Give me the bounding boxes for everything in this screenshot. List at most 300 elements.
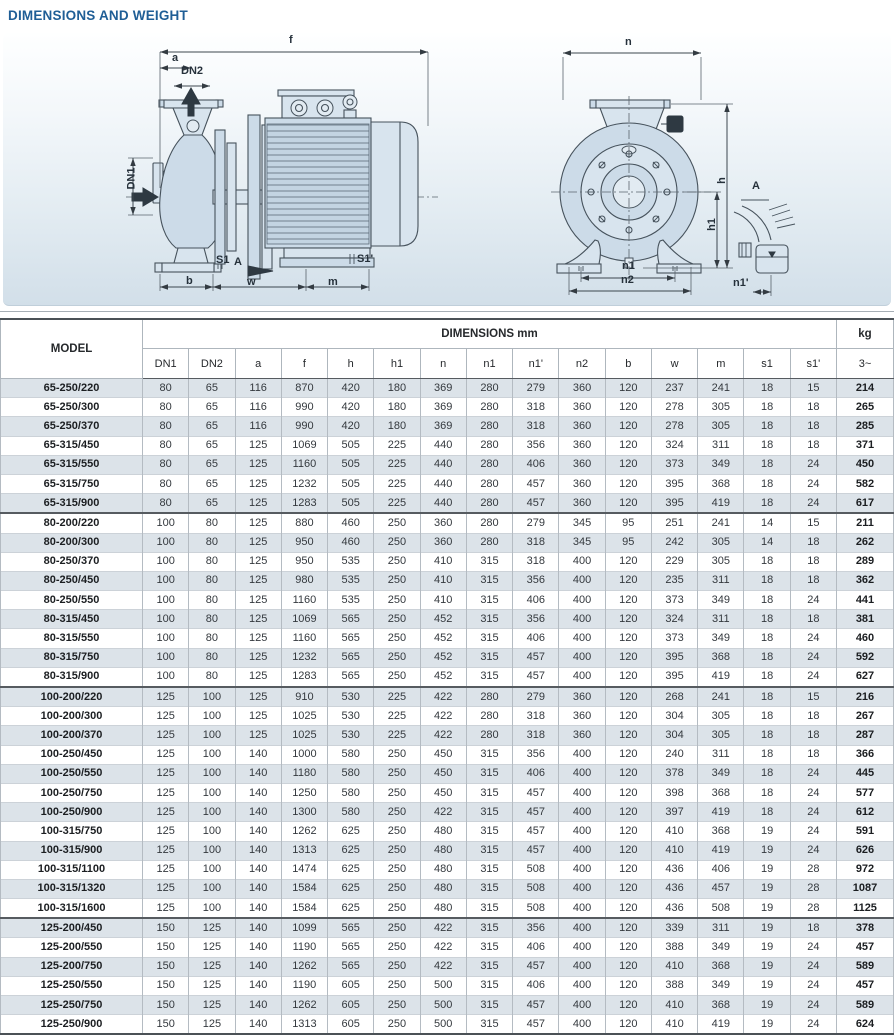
- dim-cell: 80: [143, 474, 189, 493]
- dim-cell: 28: [790, 860, 836, 879]
- dim-cell: 400: [559, 976, 605, 995]
- dim-cell: 18: [744, 764, 790, 783]
- dim-cell: 100: [143, 552, 189, 571]
- dim-cell: 315: [466, 629, 512, 648]
- dim-cell: 80: [189, 591, 235, 610]
- dim-cell: 125: [235, 707, 281, 726]
- dim-cell: 505: [328, 494, 374, 514]
- kg-cell: 262: [837, 533, 894, 552]
- dim-cell: 250: [374, 513, 420, 533]
- dim-cell: 400: [559, 591, 605, 610]
- dim-cell: 1262: [281, 996, 327, 1015]
- dim-cell: 356: [513, 610, 559, 629]
- dim-cell: 422: [420, 726, 466, 745]
- dim-cell: 419: [698, 494, 744, 514]
- kg-cell: 612: [837, 803, 894, 822]
- dim-cell: 140: [235, 996, 281, 1015]
- table-row: [1, 803, 894, 822]
- dim-cell: 565: [328, 957, 374, 976]
- dim-cell: 505: [328, 455, 374, 474]
- dim-cell: 24: [790, 938, 836, 957]
- dim-cell: 268: [651, 687, 697, 707]
- table-row: [1, 455, 894, 474]
- dim-cell: 1160: [281, 455, 327, 474]
- dim-cell: 19: [744, 976, 790, 995]
- dim-cell: 400: [559, 571, 605, 590]
- dim-cell: 95: [605, 513, 651, 533]
- dim-cell: 120: [605, 398, 651, 417]
- kg-cell: 445: [837, 764, 894, 783]
- dim-label-n1: n1: [622, 260, 635, 272]
- table-row: [1, 764, 894, 783]
- dim-cell: 406: [513, 591, 559, 610]
- model-cell: 125-250/900: [1, 1015, 143, 1035]
- dim-cell: 400: [559, 803, 605, 822]
- dim-cell: 15: [790, 513, 836, 533]
- dim-cell: 315: [466, 783, 512, 802]
- dim-cell: 530: [328, 707, 374, 726]
- dim-cell: 406: [513, 629, 559, 648]
- dim-cell: 457: [513, 648, 559, 667]
- dim-cell: 250: [374, 552, 420, 571]
- dim-cell: 400: [559, 552, 605, 571]
- dim-cell: 324: [651, 610, 697, 629]
- dim-col-header: m: [698, 349, 744, 379]
- dim-cell: 278: [651, 417, 697, 436]
- dim-cell: 356: [513, 918, 559, 938]
- dim-cell: 360: [559, 474, 605, 493]
- dim-cell: 120: [605, 455, 651, 474]
- dim-cell: 18: [790, 726, 836, 745]
- dim-cell: 140: [235, 957, 281, 976]
- model-cell: 80-315/750: [1, 648, 143, 667]
- dim-col-header: DN2: [189, 349, 235, 379]
- model-cell: 80-200/220: [1, 513, 143, 533]
- dim-cell: 410: [420, 591, 466, 610]
- dim-cell: 18: [790, 610, 836, 629]
- pump-front-view-drawing: [543, 38, 853, 293]
- dim-cell: 140: [235, 745, 281, 764]
- dim-cell: 65: [189, 379, 235, 398]
- dim-cell: 120: [605, 918, 651, 938]
- kg-cell: 972: [837, 860, 894, 879]
- dim-cell: 120: [605, 938, 651, 957]
- dim-cell: 605: [328, 1015, 374, 1035]
- dim-cell: 225: [374, 436, 420, 455]
- dim-cell: 1232: [281, 648, 327, 667]
- dim-cell: 1025: [281, 707, 327, 726]
- dim-cell: 1300: [281, 803, 327, 822]
- dim-col-header: f: [281, 349, 327, 379]
- kg-cell: 211: [837, 513, 894, 533]
- model-cell: 100-250/450: [1, 745, 143, 764]
- dim-cell: 460: [328, 533, 374, 552]
- dim-cell: 100: [143, 513, 189, 533]
- table-row: [1, 667, 894, 687]
- dim-cell: 1160: [281, 629, 327, 648]
- dim-cell: 116: [235, 417, 281, 436]
- dim-cell: 18: [744, 803, 790, 822]
- dim-cell: 400: [559, 629, 605, 648]
- kg-cell: 589: [837, 996, 894, 1015]
- dim-cell: 19: [744, 996, 790, 1015]
- kg-cell: 617: [837, 494, 894, 514]
- dim-cell: 400: [559, 860, 605, 879]
- dim-cell: 315: [466, 879, 512, 898]
- dim-cell: 279: [513, 379, 559, 398]
- dim-cell: 18: [744, 474, 790, 493]
- kg-cell: 589: [837, 957, 894, 976]
- dim-cell: 457: [698, 879, 744, 898]
- dim-cell: 279: [513, 687, 559, 707]
- dim-cell: 480: [420, 822, 466, 841]
- model-cell: 125-200/450: [1, 918, 143, 938]
- dim-cell: 457: [513, 996, 559, 1015]
- dim-cell: 65: [189, 417, 235, 436]
- dim-label-a: a: [172, 52, 179, 64]
- diagram-panel: [3, 33, 891, 306]
- dim-cell: 125: [143, 899, 189, 919]
- kg-cell: 265: [837, 398, 894, 417]
- dim-cell: 250: [374, 803, 420, 822]
- dim-cell: 80: [143, 379, 189, 398]
- dim-label-h: h: [715, 177, 728, 184]
- dim-cell: 311: [698, 745, 744, 764]
- dim-cell: 400: [559, 879, 605, 898]
- dim-cell: 235: [651, 571, 697, 590]
- dim-cell: 250: [374, 533, 420, 552]
- table-row: [1, 687, 894, 707]
- model-cell: 65-315/750: [1, 474, 143, 493]
- table-row: [1, 610, 894, 629]
- dim-cell: 19: [744, 841, 790, 860]
- dimensions-group-header: DIMENSIONS mm: [143, 319, 837, 349]
- dim-cell: 18: [790, 745, 836, 764]
- dim-cell: 373: [651, 629, 697, 648]
- dim-cell: 318: [513, 533, 559, 552]
- model-cell: 80-315/900: [1, 667, 143, 687]
- kg-cell: 627: [837, 667, 894, 687]
- dim-col-header: n1: [466, 349, 512, 379]
- dim-cell: 24: [790, 455, 836, 474]
- weight-unit-header: kg: [837, 319, 894, 349]
- dim-label-dn2: DN2: [181, 65, 204, 77]
- dim-cell: 480: [420, 841, 466, 860]
- dim-cell: 280: [466, 494, 512, 514]
- dim-cell: 100: [143, 610, 189, 629]
- dim-cell: 125: [235, 533, 281, 552]
- model-cell: 80-315/450: [1, 610, 143, 629]
- dim-col-header: w: [651, 349, 697, 379]
- dim-cell: 457: [513, 783, 559, 802]
- dim-col-header: s1': [790, 349, 836, 379]
- dim-cell: 100: [189, 783, 235, 802]
- dim-cell: 508: [698, 899, 744, 919]
- dim-cell: 95: [605, 533, 651, 552]
- dim-cell: 420: [328, 379, 374, 398]
- model-cell: 125-250/750: [1, 996, 143, 1015]
- dim-cell: 100: [143, 533, 189, 552]
- dim-cell: 18: [744, 610, 790, 629]
- dim-cell: 625: [328, 899, 374, 919]
- dim-cell: 339: [651, 918, 697, 938]
- dim-cell: 80: [189, 667, 235, 687]
- motor-body: [265, 90, 418, 267]
- dim-cell: 535: [328, 591, 374, 610]
- dim-cell: 241: [698, 379, 744, 398]
- dim-cell: 406: [513, 764, 559, 783]
- dim-cell: 1099: [281, 918, 327, 938]
- dim-cell: 150: [143, 938, 189, 957]
- dim-cell: 1262: [281, 822, 327, 841]
- model-cell: 125-200/550: [1, 938, 143, 957]
- dim-cell: 870: [281, 379, 327, 398]
- model-cell: 100-200/370: [1, 726, 143, 745]
- dim-cell: 440: [420, 494, 466, 514]
- table-row: [1, 629, 894, 648]
- dim-cell: 457: [513, 822, 559, 841]
- dim-cell: 125: [189, 1015, 235, 1035]
- dim-cell: 422: [420, 938, 466, 957]
- dim-cell: 18: [744, 707, 790, 726]
- dim-cell: 440: [420, 474, 466, 493]
- dim-cell: 28: [790, 879, 836, 898]
- dim-cell: 15: [790, 379, 836, 398]
- dim-cell: 349: [698, 764, 744, 783]
- dim-cell: 24: [790, 1015, 836, 1035]
- dim-cell: 278: [651, 398, 697, 417]
- model-column-header: MODEL: [1, 319, 143, 379]
- kg-cell: 1087: [837, 879, 894, 898]
- dim-label-n2: n2: [621, 274, 634, 286]
- dim-cell: 318: [513, 417, 559, 436]
- dim-cell: 120: [605, 899, 651, 919]
- dim-cell: 1584: [281, 899, 327, 919]
- dim-cell: 18: [744, 745, 790, 764]
- dim-cell: 80: [143, 398, 189, 417]
- model-cell: 80-250/370: [1, 552, 143, 571]
- dim-cell: 100: [143, 667, 189, 687]
- dim-cell: 378: [651, 764, 697, 783]
- dim-cell: 150: [143, 957, 189, 976]
- dim-cell: 324: [651, 436, 697, 455]
- dim-cell: 240: [651, 745, 697, 764]
- dim-cell: 19: [744, 860, 790, 879]
- table-row: [1, 513, 894, 533]
- dim-cell: 150: [143, 918, 189, 938]
- table-row: [1, 783, 894, 802]
- dim-cell: 280: [466, 513, 512, 533]
- dim-cell: 457: [513, 803, 559, 822]
- dim-cell: 508: [513, 879, 559, 898]
- dim-label-n1-prime: n1': [733, 277, 749, 289]
- dim-cell: 280: [466, 533, 512, 552]
- dim-cell: 305: [698, 398, 744, 417]
- table-row: [1, 648, 894, 667]
- dim-cell: 100: [143, 648, 189, 667]
- dim-cell: 24: [790, 764, 836, 783]
- dim-cell: 280: [466, 474, 512, 493]
- model-cell: 100-200/300: [1, 707, 143, 726]
- dim-cell: 15: [790, 687, 836, 707]
- dim-cell: 280: [466, 398, 512, 417]
- dim-cell: 120: [605, 571, 651, 590]
- dim-cell: 250: [374, 918, 420, 938]
- table-row: [1, 860, 894, 879]
- dim-cell: 120: [605, 841, 651, 860]
- table-row: [1, 841, 894, 860]
- dim-cell: 116: [235, 398, 281, 417]
- dim-cell: 369: [420, 417, 466, 436]
- kg-cell: 441: [837, 591, 894, 610]
- dim-cell: 120: [605, 1015, 651, 1035]
- model-cell: 100-315/900: [1, 841, 143, 860]
- dim-cell: 125: [143, 783, 189, 802]
- dim-cell: 125: [143, 745, 189, 764]
- table-row: [1, 938, 894, 957]
- dim-cell: 80: [189, 513, 235, 533]
- dim-cell: 280: [466, 436, 512, 455]
- dim-cell: 120: [605, 860, 651, 879]
- dim-cell: 395: [651, 648, 697, 667]
- dim-cell: 349: [698, 455, 744, 474]
- kg-cell: 450: [837, 455, 894, 474]
- dim-cell: 450: [420, 783, 466, 802]
- dim-cell: 373: [651, 455, 697, 474]
- dim-cell: 1313: [281, 841, 327, 860]
- dim-cell: 125: [143, 726, 189, 745]
- dim-label-detail-a: A: [752, 180, 760, 192]
- dim-cell: 315: [466, 1015, 512, 1035]
- dim-cell: 360: [559, 687, 605, 707]
- kg-cell: 460: [837, 629, 894, 648]
- dim-cell: 422: [420, 707, 466, 726]
- dim-cell: 422: [420, 957, 466, 976]
- dim-cell: 140: [235, 822, 281, 841]
- dim-cell: 419: [698, 803, 744, 822]
- model-cell: 100-315/750: [1, 822, 143, 841]
- dim-cell: 24: [790, 667, 836, 687]
- dim-cell: 18: [790, 436, 836, 455]
- dim-cell: 1283: [281, 667, 327, 687]
- dim-cell: 18: [744, 398, 790, 417]
- dim-cell: 388: [651, 976, 697, 995]
- model-cell: 125-200/750: [1, 957, 143, 976]
- dim-cell: 397: [651, 803, 697, 822]
- dim-cell: 420: [328, 417, 374, 436]
- dim-cell: 360: [559, 379, 605, 398]
- dim-cell: 990: [281, 398, 327, 417]
- dim-cell: 452: [420, 648, 466, 667]
- dim-cell: 580: [328, 745, 374, 764]
- dim-cell: 18: [744, 552, 790, 571]
- dim-cell: 315: [466, 899, 512, 919]
- model-cell: 65-315/900: [1, 494, 143, 514]
- dim-cell: 530: [328, 726, 374, 745]
- table-row: [1, 879, 894, 898]
- dim-cell: 180: [374, 417, 420, 436]
- dim-cell: 400: [559, 938, 605, 957]
- dim-col-header: n2: [559, 349, 605, 379]
- dim-cell: 950: [281, 552, 327, 571]
- dim-cell: 360: [559, 707, 605, 726]
- dim-label-s1-prime: S1': [357, 253, 374, 265]
- dim-cell: 457: [513, 957, 559, 976]
- dim-cell: 80: [189, 571, 235, 590]
- dim-cell: 500: [420, 1015, 466, 1035]
- dim-cell: 457: [513, 1015, 559, 1035]
- table-body: [1, 379, 894, 1035]
- dim-cell: 400: [559, 745, 605, 764]
- dim-cell: 315: [466, 591, 512, 610]
- dim-cell: 140: [235, 938, 281, 957]
- kg-cell: 457: [837, 976, 894, 995]
- dim-cell: 225: [374, 494, 420, 514]
- dim-cell: 349: [698, 629, 744, 648]
- dim-cell: 125: [235, 629, 281, 648]
- dim-cell: 305: [698, 552, 744, 571]
- dim-cell: 250: [374, 764, 420, 783]
- dim-cell: 395: [651, 494, 697, 514]
- dim-cell: 250: [374, 667, 420, 687]
- dim-cell: 315: [466, 667, 512, 687]
- dim-cell: 305: [698, 417, 744, 436]
- table-row: [1, 1015, 894, 1035]
- dim-cell: 19: [744, 938, 790, 957]
- dim-label-view-a: A: [234, 256, 242, 268]
- dim-cell: 580: [328, 783, 374, 802]
- dim-cell: 120: [605, 764, 651, 783]
- dim-cell: 242: [651, 533, 697, 552]
- dim-cell: 457: [513, 494, 559, 514]
- dim-cell: 1000: [281, 745, 327, 764]
- dim-cell: 565: [328, 918, 374, 938]
- dim-col-header: b: [605, 349, 651, 379]
- dim-cell: 125: [235, 455, 281, 474]
- dim-label-b: b: [186, 275, 193, 287]
- dim-cell: 65: [189, 436, 235, 455]
- kg-cell: 457: [837, 938, 894, 957]
- table-row: [1, 591, 894, 610]
- dim-cell: 315: [466, 957, 512, 976]
- dim-cell: 120: [605, 976, 651, 995]
- dim-cell: 150: [143, 996, 189, 1015]
- dim-cell: 452: [420, 667, 466, 687]
- dim-cell: 280: [466, 726, 512, 745]
- dim-cell: 373: [651, 591, 697, 610]
- dim-cell: 368: [698, 996, 744, 1015]
- model-cell: 125-250/550: [1, 976, 143, 995]
- table-row: [1, 436, 894, 455]
- dim-cell: 400: [559, 783, 605, 802]
- dim-cell: 120: [605, 629, 651, 648]
- dim-cell: 250: [374, 996, 420, 1015]
- dim-cell: 225: [374, 474, 420, 493]
- dim-cell: 395: [651, 667, 697, 687]
- dim-cell: 140: [235, 860, 281, 879]
- dim-cell: 125: [235, 726, 281, 745]
- dim-cell: 360: [420, 533, 466, 552]
- dim-cell: 368: [698, 648, 744, 667]
- dim-cell: 400: [559, 610, 605, 629]
- dim-cell: 19: [744, 918, 790, 938]
- dim-cell: 125: [235, 648, 281, 667]
- dim-cell: 125: [189, 918, 235, 938]
- dim-cell: 452: [420, 629, 466, 648]
- dim-cell: 398: [651, 783, 697, 802]
- dim-label-m: m: [328, 276, 338, 288]
- dim-cell: 250: [374, 571, 420, 590]
